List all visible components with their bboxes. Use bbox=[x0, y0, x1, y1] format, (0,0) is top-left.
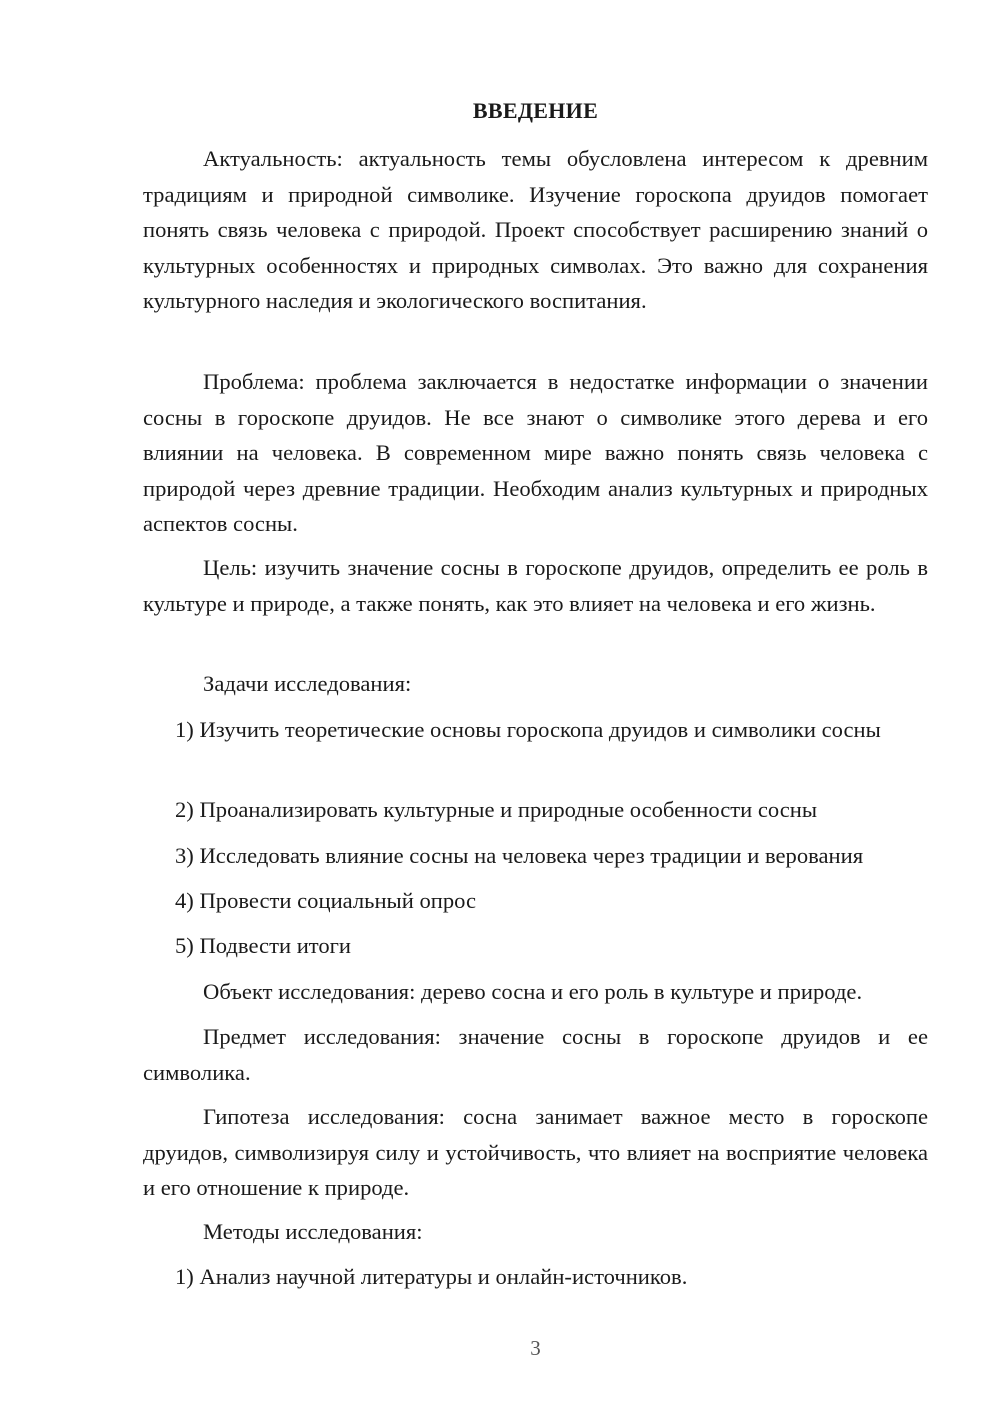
task-item-1: 1) Изучить теоретические основы гороскопа друидов и символики сосны bbox=[175, 717, 881, 742]
task-item-4: 4) Провести социальный опрос bbox=[175, 888, 477, 913]
tasks-heading: Задачи исследования: bbox=[203, 671, 412, 696]
paragraph-subject: Предмет исследования: значение сосны в гороскопе друидов и ее символика. bbox=[143, 1024, 928, 1085]
method-item-1: 1) Анализ научной литературы и онлайн-источников. bbox=[175, 1264, 688, 1289]
paragraph-relevance: Актуальность: актуальность темы обусловлена интересом к древним традициям и природной символике. Изучение гороскопа друидов помогает понять связь человека с природой. Проект способствует расширению знаний о культурных особенностях и природных символах. Это важно для сохранения культурного наследия и экологического воспитания. bbox=[143, 146, 928, 313]
paragraph-object: Объект исследования: дерево сосна и его роль в культуре и природе. bbox=[203, 979, 863, 1004]
task-item-2: 2) Проанализировать культурные и природные особенности сосны bbox=[175, 797, 818, 822]
page-title: ВВЕДЕНИЕ bbox=[472, 98, 599, 123]
paragraph-problem: Проблема: проблема заключается в недостатке информации о значении сосны в гороскопе друидов. Не все знают о символике этого дерева и его влиянии на человека. В современном мире важно понять связь человека с природой через древние традиции. Необходим анализ культурных и природных аспектов сосны. bbox=[143, 369, 928, 536]
page-number: 3 bbox=[530, 1336, 541, 1360]
task-item-5: 5) Подвести итоги bbox=[175, 933, 352, 958]
paragraph-goal: Цель: изучить значение сосны в гороскопе друидов, определить ее роль в культуре и природе, а также понять, как это влияет на человека и его жизнь. bbox=[143, 555, 928, 616]
task-item-3: 3) Исследовать влияние сосны на человека через традиции и верования bbox=[175, 843, 864, 868]
methods-heading: Методы исследования: bbox=[203, 1219, 423, 1244]
paragraph-hypothesis: Гипотеза исследования: сосна занимает важное место в гороскопе друидов, символизируя силу и устойчивость, что влияет на восприятие человека и его отношение к природе. bbox=[143, 1104, 928, 1200]
